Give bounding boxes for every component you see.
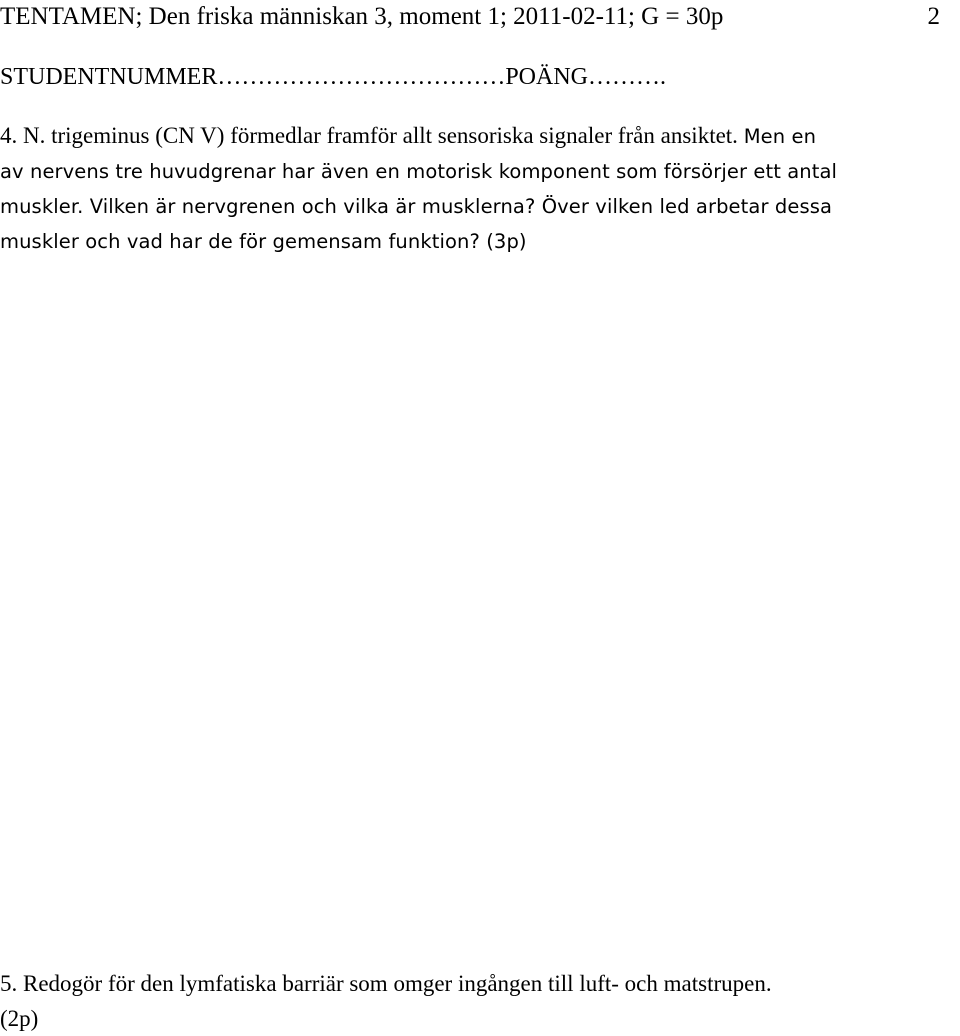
question-4-line-1 — [0, 118, 955, 154]
question-4-line-1-sans: Men en — [743, 125, 817, 148]
question-4 — [0, 118, 955, 259]
student-number-points-line: STUDENTNUMMER………………………………POÄNG………. — [0, 64, 667, 90]
question-4-line-2: av nervens tre huvudgrenar har även en motorisk komponent som försörjer ett antal — [0, 160, 838, 183]
question-4-line-1-serif: 4. N. trigeminus (CN V) förmedlar framför allt sensoriska signaler från ansiktet. — [0, 123, 744, 148]
question-5-line-1: 5. Redogör för den lymfatiska barriär som omger ingången till luft- och matstrupen. — [0, 971, 772, 996]
page-header — [0, 0, 950, 34]
page-number: 2 — [927, 3, 940, 30]
question-5 — [0, 966, 955, 1036]
question-5-line-2: (2p) — [0, 1006, 39, 1031]
question-4-line-3: muskler. Vilken är nervgrenen och vilka är musklerna? Över vilken led arbetar dessa — [0, 195, 833, 218]
exam-title: TENTAMEN; Den friska människan 3, moment 1; 2011-02-11; G = 30p — [0, 3, 724, 30]
question-4-line-4: muskler och vad har de för gemensam funktion? (3p) — [0, 230, 527, 253]
